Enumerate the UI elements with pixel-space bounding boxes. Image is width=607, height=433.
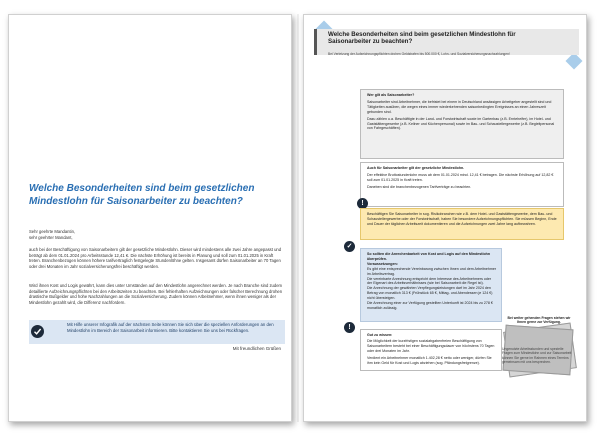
box-item: Dazu zählen u.a. Beschäftigte in der Land- und Forstwirtschaft sowie im Gartenbau (z.B. Ernteheifer), im Hotel- und Gaststättengewerbe (z.B. Kellner und Küchenpersonal) sowie im Bau- und Schaustellergewerbe (z.B. Begleitpersonal von Fahrgeschäften). [367, 116, 555, 131]
box-text: Verdient ein Arbeitnehmer monatlich 1.402,28 € netto oder weniger, dürfen Sie ihm kein Geld für Kost und Logis abziehen (sog. Pfändungsfreigrenze). [367, 355, 492, 365]
box-heading: Gut zu wissen: [367, 333, 393, 337]
checkmark-icon: ✓ [344, 241, 355, 252]
info-note-text: Mit Hilfe unserer Infografik auf der nächsten Seite können Sie sich über die speziellen Anforderungen an den Mindestlohn im Bereich der Saisonarbeit informieren. Bitte kontaktieren Sie uns bei Rückfragen. [67, 322, 274, 333]
body-paragraph-2: Wird ihnen Kost und Logis gewährt, kann dies unter Umständen auf den Mindestlohn angerechnet werden. Je nach Branche sind zudem detaillierte Aufzeichnungspflichten bei den Arbeitszeiten zu beachten. Bei fehlerhaften Aufzeichnungen oder falscher Berechnung drohen drastische Bußgelder und hohe Nachzahlungen an die Sozialversicherung. Zudem können Arbeitnehmer, wenn ihnen weniger als der Mindestlohn gezahlt wird, die Differenz nachfordern. [29, 283, 283, 305]
page-gutter [297, 14, 299, 422]
box-heading: Auch für Saisonarbeiter gilt der gesetzliche Mindestlohn. [367, 166, 465, 170]
infographic-subtitle: Bei Verletzung der Aufzeichnungspflichten drohen Geldstrafen bis 500.000 €, Lohn- und Sozialversicherungsnachzahlungen! [328, 52, 510, 56]
page-title: Welche Besonderheiten sind beim gesetzlichen Mindestlohn für Saisonarbeiter zu beachten? [29, 183, 255, 207]
box-heading: So sollten die Anrechenbarkeit von Kost und Logis auf den Mindestlohn überprüfen. [367, 252, 491, 261]
lightbulb-icon: ! [344, 322, 355, 333]
stack-text: Ungenutzte Arbeitsstunden und spezielle Fragen zum Mindestlohn und zur Saisonarbeit können Sie gerne im Rahmen eines Termins gemeinsam mit uns besprechen. [502, 347, 572, 365]
box-text: Beschäftigen Sie Saisonarbeiter in sog. Risikobranchen wie z.B. dem Hotel- und Gaststättengewerbe, dem Bau- und Schaustellergewerbe oder der Forstwirtschaft, haben Sie besondere Aufzeichnungspflichten. Sie müssen Beginn, Ende und Dauer der täglichen Arbeitszeit dokumentieren und die Aufzeichnungen zwei Jahre lang aufbewahren. [367, 212, 557, 226]
infographic-title: Welche Besonderheiten sind beim gesetzlichen Mindestlohn für Saisonarbeiter zu beachten? [328, 31, 516, 46]
closing-text: Mit freundlichen Grüßen [232, 346, 281, 351]
box-item: Saisonarbeiter sind Arbeitnehmer, die befristet bei einem in Deutschland ansässigen Arbeitgeber angestellt sind und Tätigkeiten ausüben, die wegen eines immer wiederkehrenden saisonbedingten Ereignisses an einen Jahreszeit gebunden sind. [367, 99, 552, 114]
box-item: Die Anrechnung einer zur Verfügung gestellten Unterkunft ist 2024 bis zu 278 € monatlich zulässig. [367, 301, 493, 310]
box-text: Die Möglichkeit der kurzfristigen sozialabgabenfreien Beschäftigung von Saisonarbeitern besteht bei einer Beschäftigungsdauer von höchstens 70 Tagen oder drei Monaten im Jahr. [367, 338, 495, 353]
mindestlohn-box [360, 162, 564, 207]
checkmark-icon [31, 325, 44, 338]
box-item: Es gibt eine entsprechende Vereinbarung zwischen Ihnen und dem Arbeitnehmer im Arbeitsvertrag. [367, 266, 497, 276]
greeting-line-1: Sehr geehrte Mandantin, [29, 229, 76, 234]
gut-zu-wissen-box [360, 329, 502, 371]
kost-logis-box [360, 248, 502, 322]
box-item: Die vereinbarte Anrechnung entspricht dem Interesse des Arbeitnehmers oder der Eigenart des Arbeitsverhältnisses (wie bei Saisonarbeit die Regel ist). [367, 276, 492, 286]
right-page [303, 14, 587, 422]
box-item: Daneben sind die branchenbezogenen Tarifverträge zu beachten. [367, 184, 472, 189]
stack-heading: Bei weiter gehenden Fragen stehen wir Ihnen gerne zur Verfügung. [507, 316, 571, 325]
lightbulb-icon: ! [357, 198, 368, 209]
box-subheading: Voraussetzungen: [367, 261, 398, 266]
box-item: Der effektive Bruttostundenlohn muss ab dem 01.01.2024 mind. 12,41 € betragen. Die nächste Erhöhung auf 12,82 € soll zum 01.01.2025 in Kraft treten. [367, 172, 554, 182]
box-item: Die Anrechnung der gewährten Verpflegungsleistungen darf im Jahr 2024 den Betrag von monatlich 313 € (Frühstück 65 €, Mittag- und Abendessen je 124 €) nicht übersteigen. [367, 286, 493, 301]
saisonarbeiter-definition-box [360, 89, 564, 159]
body-paragraph-1: auch bei der Beschäftigung von Saisonarbeitern gilt der gesetzliche Mindestlohn. Dieser wird mindestens alle zwei Jahre angepasst und beträgt ab dem 01.01.2024 pro Arbeitsstunde 12,41 €. Die nächste Erhöhung ist bereits in Planung und soll zum 01.01.2025 in Kraft treten. Branchenbezogen können höhere tarifvertraglich festgelegte Stundenlöhne gelten. Insgesamt dürfen Saisonarbeiter an 70 Tagen oder drei Monaten im Jahr sozialversicherungsfrei beschäftigt werden. [29, 247, 282, 269]
left-page [8, 14, 292, 422]
info-note [29, 320, 285, 344]
greeting-line-2: sehr geehrter Mandant, [29, 235, 73, 240]
box-heading: Wer gilt als Saisonarbeiter? [367, 93, 415, 97]
risikobranchen-box [360, 208, 564, 240]
